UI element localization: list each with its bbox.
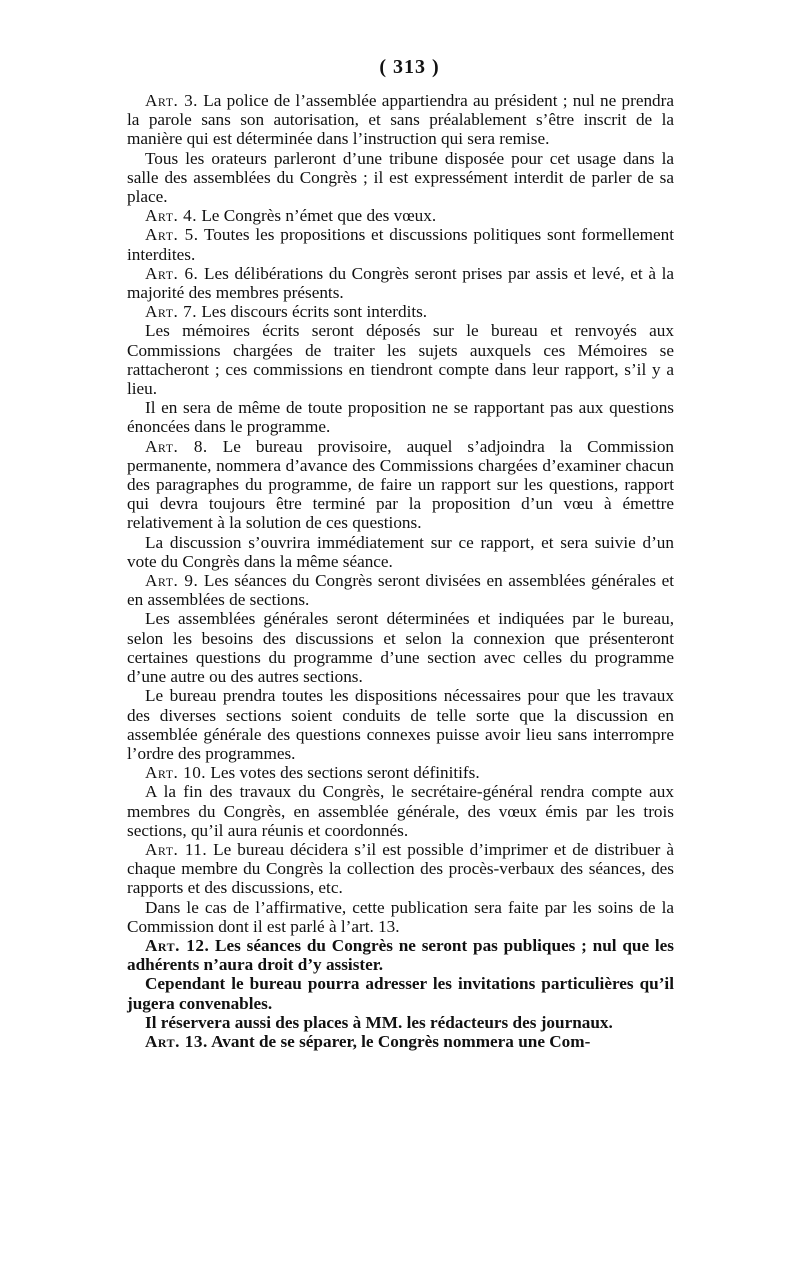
paragraph-text: La discussion s’ouvrira immédiatement sur ce rapport, et sera suivie d’un vote du Congrès dans la même séance. (127, 532, 674, 571)
paragraph-text: Les assemblées générales seront déterminées et indiquées par le bureau, selon les besoins des discussions et selon la connexion que présenteront certaines questions du programme d’une section avec celles du programme d’une autre ou des autres sections. (127, 609, 674, 687)
paragraph (127, 609, 674, 686)
paragraph-art-3 (127, 91, 674, 149)
paragraph-text: Les délibérations du Congrès seront prises par assis et levé, et à la majorité des membres présents. (127, 263, 674, 303)
paragraph-text: Toutes les propositions et discussions politiques sont formellement interdites. (127, 225, 674, 264)
article-label: Art. 12. (145, 935, 210, 955)
paragraph-art-13 (127, 1032, 674, 1051)
paragraph (127, 782, 674, 840)
paragraph-text: A la fin des travaux du Congrès, le secrétaire-général rendra compte aux membres du Congrès, en assemblée générale, des vœux émis par les trois sections, qu’il aura réunis et coordonnés. (127, 782, 674, 840)
article-label: Art. 4. (145, 206, 198, 226)
paragraph-text: Le bureau décidera s’il est possible d’imprimer et de distribuer à chaque membre du Congrès la collection des procès-verbaux des séances, des rapports et des discussions, etc. (127, 839, 674, 898)
article-label: Art. 11. (145, 839, 208, 859)
paragraph-art-11 (127, 840, 674, 898)
paragraph-text: Il en sera de même de toute proposition ne se rapportant pas aux questions énoncées dans le programme. (127, 398, 674, 437)
paragraph-text: Tous les orateurs parleront d’une tribune disposée pour cet usage dans la salle des assemblées du Congrès ; il est expressément interdit de parler de sa place. (127, 148, 674, 207)
paragraph-text: Le bureau prendra toutes les dispositions nécessaires pour que les travaux des diverses sections soient conduits de telle sorte que la discussion en assemblée générale des questions connexes puisse avoir lieu sans interrompre l’ordre des programmes. (127, 686, 674, 763)
article-label: Art. 8. (145, 436, 208, 456)
paragraph-text: Les mémoires écrits seront déposés sur le bureau et renvoyés aux Commissions chargées de traiter les sujets auxquels ces Mémoires se rattacheront ; ces commissions en tiendront compte dans leur rapport, s’il y a lieu. (127, 321, 674, 399)
paragraph (127, 974, 674, 1012)
paragraph-text: Avant de se séparer, le Congrès nommera une Com- (207, 1031, 591, 1051)
article-label: Art. 6. (145, 263, 199, 283)
paragraph-art-5 (127, 225, 674, 263)
article-label: Art. 3. (145, 91, 198, 110)
paragraph-text: Dans le cas de l’affirmative, cette publication sera faite par les soins de la Commission dont il est parlé à l’art. 13. (127, 897, 674, 936)
article-label: Art. 5. (145, 225, 199, 245)
paragraph (127, 1013, 674, 1032)
body-text (127, 91, 674, 1051)
paragraph (127, 149, 674, 207)
paragraph (127, 321, 674, 398)
paragraph (127, 686, 674, 763)
paragraph-text: Les séances du Congrès seront divisées en assemblées générales et en assemblées de sections. (127, 571, 674, 610)
paragraph-text: Le bureau provisoire, auquel s’adjoindra la Commission permanente, nommera d’avance des Commissions chargées d’examiner chacun des paragraphes du programme, de faire un rapport sur les questions, rapport qui devra toujours être terminé par la proposition d’un vœu à émettre relativement à la solution de ces questions. (127, 436, 675, 533)
paragraph (127, 398, 674, 436)
article-label: Art. 13. (145, 1031, 208, 1051)
paragraph (127, 898, 674, 936)
article-label: Art. 9. (145, 571, 199, 591)
paragraph-art-12 (127, 936, 674, 974)
article-label: Art. 7. (145, 302, 198, 322)
paragraph-text: Les discours écrits sont interdits. (197, 302, 428, 322)
paragraph-text: Les votes des sections seront définitifs. (206, 763, 480, 783)
article-label: Art. 10. (145, 763, 207, 783)
paragraph-text: Cependant le bureau pourra adresser les invitations particulières qu’il jugera convenables. (127, 974, 674, 1013)
paragraph-art-9 (127, 571, 674, 609)
paragraph-text: Il réservera aussi des places à MM. les rédacteurs des journaux. (145, 1012, 613, 1032)
paragraph-art-8 (127, 437, 674, 533)
paragraph (127, 533, 674, 571)
paragraph-text: Les séances du Congrès ne seront pas publiques ; nul que les adhérents n’aura droit d’y assister. (127, 935, 674, 975)
paragraph-text: Le Congrès n’émet que des vœux. (197, 206, 437, 226)
document-page (127, 56, 674, 1051)
paragraph-art-4 (127, 206, 674, 225)
paragraph-art-6 (127, 264, 674, 302)
paragraph-art-7 (127, 302, 674, 321)
paragraph-text: La police de l’assemblée appartiendra au président ; nul ne prendra la parole sans son autorisation, et sans préalablement s’être inscrit de la manière qui est déterminée dans l’instruction qui sera remise. (127, 91, 674, 149)
page-number: ( 313 ) (379, 56, 440, 78)
paragraph-art-10 (127, 763, 674, 782)
